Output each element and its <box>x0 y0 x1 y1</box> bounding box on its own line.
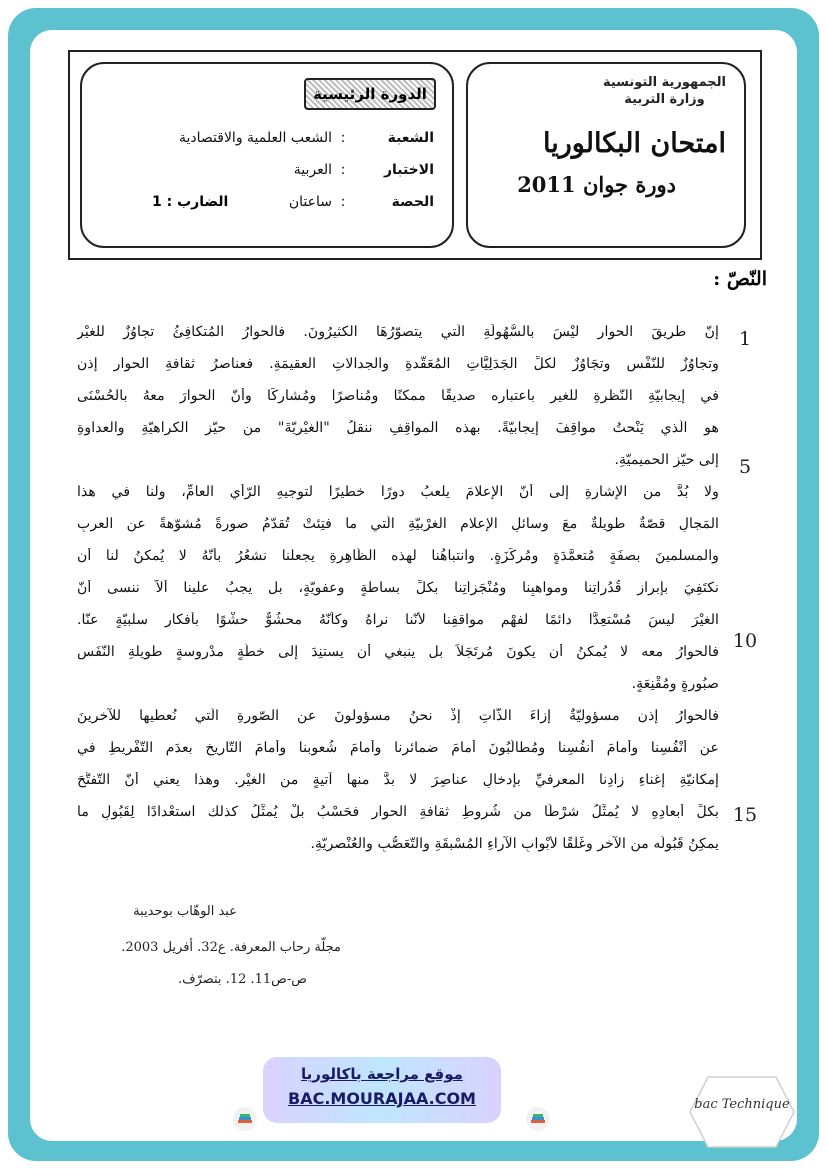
branch-label: الشعبة <box>387 130 434 146</box>
separator: : <box>340 194 346 210</box>
exam-header <box>68 50 762 260</box>
subject-row <box>294 162 434 178</box>
line-number: 15 <box>732 804 758 826</box>
text-heading: النّصّ : <box>713 268 767 290</box>
text-line: نكتَفِيَ بإبرازِ قُدُراتِنا ومواهبِنا ومُنْجَزاتِنا بكلِّ بساطةٍ وعفويّةٍ، بل يجبُ علينا ألاّ ننسى أنّ <box>77 580 719 596</box>
source-author: عبد الوهّاب بوحديبة <box>133 904 237 919</box>
duration-row <box>289 194 434 210</box>
separator: : <box>340 130 346 146</box>
ministry-name: وزارة التربية <box>624 92 705 107</box>
text-line: صبُورةٍ ومُقْنِعَةٍ. <box>631 676 719 692</box>
source-journal: مجلّة رحاب المعرفة. ع32. أفريل 2003. <box>121 940 341 955</box>
site-url-link[interactable]: BAC.MOURAJAA.COM <box>288 1089 476 1108</box>
site-banner[interactable] <box>263 1057 501 1123</box>
text-line: إنّ طريقَ الحوارِ ليْسَ بالسُّهُولَةِ الّتي يتصوّرُهَا الكثيرُونَ. فالحوارُ المُتكافِئُ تجاوُزٌ للغيْرِ <box>77 324 719 340</box>
republic-name: الجمهورية التونسية <box>602 75 726 90</box>
text-line: هو الّذي يَنْحتُ مواقِفَ إيجابيّةً. بهذه المواقِفِ ننقلُ "الغيْريّةَ" من حيّزِ الكراهيّةِ والعداوةِ <box>77 420 719 436</box>
line-number: 1 <box>738 328 752 350</box>
text-line: وتجاوُزٌ للنّفْسِ وتجَاوُزٌ لكلِّ الجَدَلِيَّاتِ المُعَقَّدةِ والجدالاتِ العقيمَةِ. فعناصرُ ثقافةِ الحوارِ إذن <box>77 356 719 372</box>
text-line: في إيجابيّةِ النّظرةِ للغيرِ باعتبارِه صديقًا ممكنًا ومُناصرًا ومُشاركًا وأنّ الحوارَ معهُ بالحُسْنَى <box>77 388 719 404</box>
separator: : <box>166 194 173 210</box>
coef-value: 1 <box>152 194 162 210</box>
text-line: إمكانيّةِ إغناءِ زادِنا المعرفيِّ بإدخالِ عناصِرَ لا بدَّ منها آتيةٍ من الغيْرِ. وهذا يعني أنّ التّفتُّحَ <box>77 772 719 788</box>
coefficient <box>152 194 228 210</box>
site-name[interactable]: موقع مراجعة باكالوريا <box>301 1065 463 1083</box>
text-line: يمكِنُ قَبُولُه من الآخرِ وغَلْقًا لأبْوابِ الآراءِ المُسْبقَةِ والتّعَصُّبِ والعُنْصريّةِ. <box>310 836 719 852</box>
text-line: إلى حيّزِ الحميميّةِ. <box>614 452 719 468</box>
duration-label: الحصة <box>391 194 434 210</box>
exam-sheet <box>30 30 797 1141</box>
source-pages: ص-ص11. 12. بتصرّف. <box>177 972 307 987</box>
exam-title: امتحان البكالوريا <box>543 128 726 159</box>
line-number: 10 <box>732 630 758 652</box>
text-line: المَجالِ قصّةٌ طويلةٌ معَ وسائلِ الإعلامِ الغرْبيّةِ الّتي ما فتِئتْ تُقدّمُ صورةً مُشوّهةً عن العربِ <box>77 516 719 532</box>
subject-value: العربية <box>293 162 332 178</box>
text-line: عن أنْفُسِنا وأمامَ أنفُسِنا ومُطالَبُونَ أمامَ ضمائرِنا وأمامَ شُعوبنا وأمامَ التّاريخِ بعدَمِ التّفْريطِ في <box>77 740 719 756</box>
text-line: ولا بُدَّ من الإشارةِ إلى أنّ الإعلامَ يلعبُ دورًا خطيرًا لتوجيهِ الرّأيِ العامِّ، ولنا في هذا <box>77 484 719 500</box>
books-logo-icon <box>232 1106 258 1132</box>
separator: : <box>340 162 346 178</box>
text-line: فالحوارُ إذن مسؤوليّةٌ إزاءَ الذّاتِ إذْ نحنُ مسؤولونَ عن الصّورةِ الّتي نُعطيها للآخرينَ <box>77 708 719 724</box>
exam-session: دورة جوان 2011 <box>517 172 676 197</box>
text-line: بكلِّ أبعادِهِ لا يُمثِّلُ شرْطًا من شُروطِ ثقافةِ الحوارِ فحَسْبُ بلْ يُمثِّلُ كذلك استعْدادًا لِقَبُولِ ما <box>77 804 719 820</box>
text-line: والمسلمينَ بصفَةٍ مُتعمَّدَةٍ ومُركَّزَةٍ. وانتباهُنا لهذه الظّاهِرةِ يجعلنا نشعُرُ بأنّهُ لا يُمكنُ لنا أن <box>77 548 719 564</box>
coef-label: الضارب <box>177 194 229 210</box>
branch-row <box>179 130 434 146</box>
badge-shape-icon <box>688 1075 796 1149</box>
badge-text: bac Technique <box>694 1097 790 1112</box>
text-line: فالحوارُ معه لا يُمكنُ أن يكونَ مُرتَجَلاً بل ينبغي أن يستنِدَ إلى خطّةٍ مدْروسةٍ طويلةِ النّفَسِ <box>77 644 719 660</box>
books-logo-icon <box>525 1106 551 1132</box>
ministry-block <box>603 74 726 108</box>
line-number: 5 <box>738 456 752 478</box>
text-line: الغيْرَ ليسَ مُسْتعِدًّا دائمًا لفهْمِ مواقفِنا لأنّنا نراهُ وكأنّهُ محشُوٌّ حشْوًا بأفكارٍ سلبيّةٍ عنّا. <box>77 612 719 628</box>
bac-technique-badge <box>688 1075 796 1149</box>
subject-label: الاختبار <box>383 162 434 178</box>
exam-info-box <box>80 62 454 248</box>
exam-title-box <box>466 62 746 248</box>
duration-value: ساعتان <box>288 194 332 210</box>
session-badge: الدورة الرئيسية <box>304 78 436 110</box>
branch-value: الشعب العلمية والاقتصادية <box>178 130 332 146</box>
